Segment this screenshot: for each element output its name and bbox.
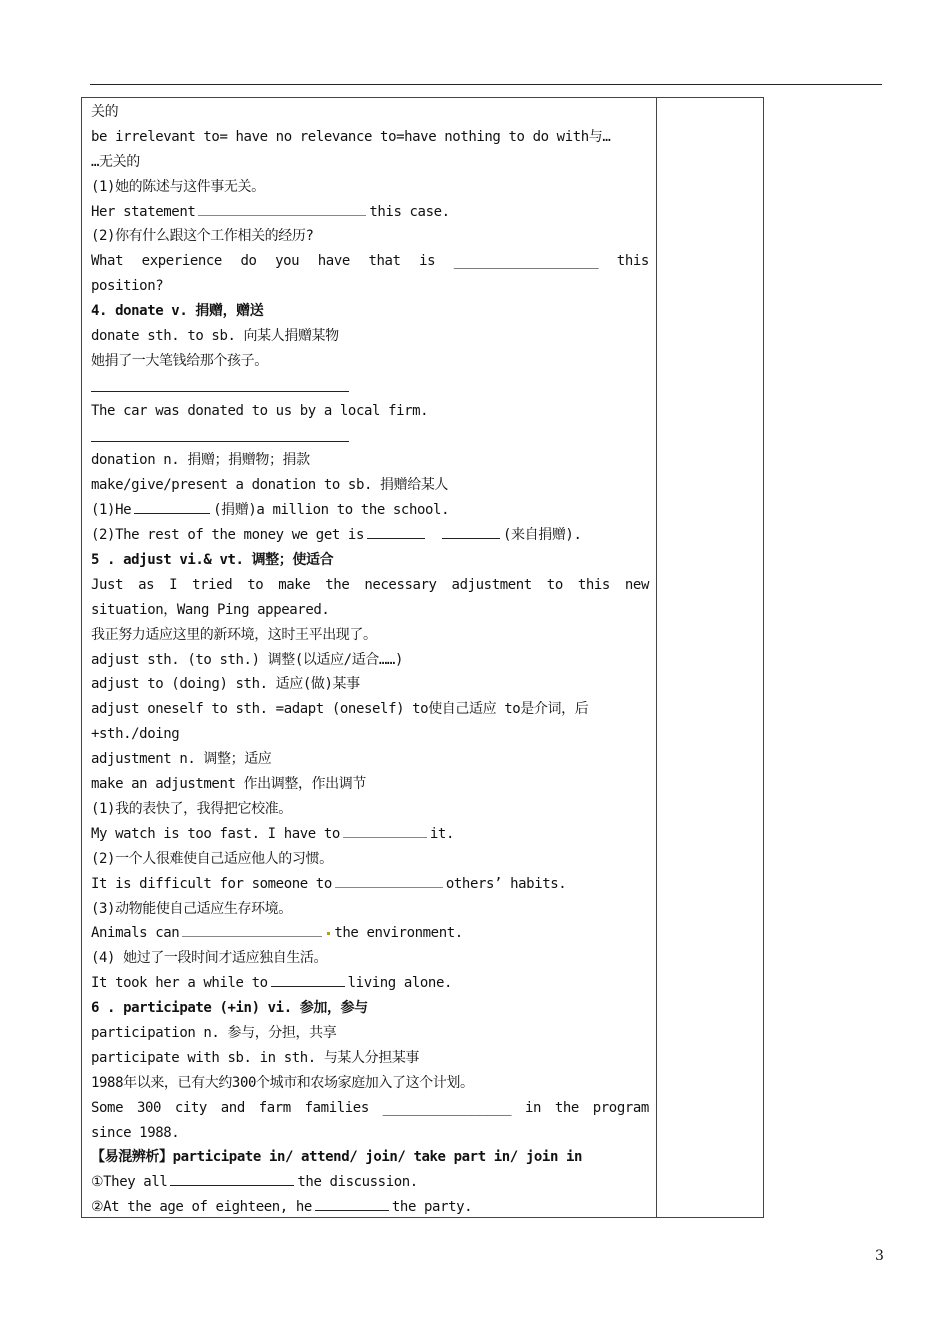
answer-blank[interactable] [182,921,322,937]
text-line [91,523,649,548]
line-text: others’ habits. [445,875,567,892]
line-text: be irrelevant to= have no relevance to=have nothing to do with与… [91,128,611,145]
answer-blank[interactable] [134,498,210,514]
text-line [91,672,649,697]
answer-blank[interactable] [170,1170,294,1186]
text-line [91,448,649,473]
lesson-content [91,100,649,1220]
line-text: donation n. 捐赠；捐赠物；捐款 [91,452,310,469]
line-text: position? [91,278,164,295]
line-text: situation，Wang Ping appeared. [91,601,330,618]
text-line [91,473,649,498]
answer-blank[interactable] [91,424,349,442]
line-text: this case. [369,203,450,220]
justified-word: the [325,576,350,593]
text-line [91,548,649,573]
text-line [91,1170,649,1195]
text-line [91,424,649,449]
line-text: It is difficult for someone to [91,875,332,892]
justified-word: experience [141,253,222,270]
text-line [91,1071,649,1096]
text-line [91,125,649,150]
text-line [91,772,649,797]
justified-word: have [317,253,350,270]
answer-blank[interactable] [198,200,366,216]
text-line [91,623,649,648]
line-text: (1)她的陈述与这件事无关。 [91,178,265,195]
text-line [91,200,649,225]
justified-word: adjustment [451,576,532,593]
text-line [91,1145,649,1170]
answer-blank[interactable] [367,523,425,539]
text-line [91,648,649,673]
line-text: 她捐了一大笔钱给那个孩子。 [91,352,268,369]
justified-word: I [169,576,178,593]
line-text: (2)The rest of the money we get is [91,527,364,544]
justified-word: this [577,576,610,593]
line-text: (1)He [91,502,132,519]
justified-word: program [592,1099,649,1116]
answer-blank[interactable] [343,822,427,838]
text-line [91,249,649,274]
line-text: adjust oneself to sth. =adapt (oneself) to使自己适应 to是介词，后 [91,701,589,718]
justified-word: to [546,576,563,593]
notes-column [656,98,657,1217]
text-line [91,971,649,996]
page-number: 3 [875,1248,884,1264]
notes-table [81,97,764,1218]
justified-word: farm [258,1099,291,1116]
line-text: 关的 [91,104,119,120]
text-line [91,274,649,299]
answer-blank[interactable] [91,374,349,392]
text-line [91,100,649,125]
text-line [91,897,649,922]
line-text: (2)一个人很难使自己适应他人的习惯。 [91,850,333,867]
text-line [91,573,649,598]
line-text: (3)动物能使自己适应生存环境。 [91,900,292,917]
text-line [91,374,649,399]
line-text: living alone. [347,975,453,992]
text-line [91,872,649,897]
text-line [91,349,649,374]
justified-word: families [304,1099,369,1116]
line-text: (4) 她过了一段时间才适应独自生活。 [91,950,328,967]
answer-blank[interactable] [335,872,443,888]
text-line [91,797,649,822]
text-line [91,1021,649,1046]
line-text: (1)我的表快了，我得把它校准。 [91,800,292,817]
line-text: Her statement [91,203,196,220]
justified-word: necessary [364,576,437,593]
line-text: participation n. 参与，分担，共享 [91,1024,337,1041]
text-line [91,399,649,424]
line-text: ②At the age of eighteen, he [91,1199,312,1216]
line-text: ①They all [91,1174,168,1191]
line-text: (来自捐赠). [502,527,582,544]
line-text: it. [429,825,454,842]
text-line [91,324,649,349]
text-line [91,747,649,772]
justified-word: and [220,1099,245,1116]
text-line [91,1096,649,1121]
line-text: +sth./doing [91,726,180,743]
line-text: The car was donated to us by a local firm. [91,402,429,419]
answer-blank[interactable] [271,971,345,987]
text-line [91,598,649,623]
text-line [91,921,649,946]
text-line [91,224,649,249]
justified-word: to [247,576,264,593]
line-text: 我正努力适应这里的新环境，这时王平出现了。 [91,626,377,643]
line-text: 【易混辨析】participate in/ attend/ join/ take part in/ join in [91,1149,583,1166]
justified-word: 300 [136,1099,162,1116]
justified-word: city [174,1099,207,1116]
text-line [91,498,649,523]
line-text: adjust sth. (to sth.) 调整(以适应/适合……) [91,651,403,668]
text-line [91,299,649,324]
text-line [91,1195,649,1220]
line-text: My watch is too fast. I have to [91,825,340,842]
justified-word: __________________ [453,253,599,270]
justified-word: What [91,253,124,270]
text-line [91,697,649,722]
line-text: the party. [391,1199,473,1216]
line-text: Animals can [91,925,180,942]
justified-word: as [138,576,155,593]
justified-word: that [368,253,401,270]
line-text: (2)你有什么跟这个工作相关的经历? [91,228,314,245]
text-line [91,1121,649,1146]
line-text: (捐赠)a million to the school. [213,502,450,519]
justified-word: is [419,253,436,270]
justified-word: ________________ [382,1099,512,1116]
header-rule [90,84,882,85]
justified-word: Just [91,576,124,593]
marker-dot [327,932,330,935]
justified-word: tried [192,576,233,593]
line-text: make an adjustment 作出调整，作出调节 [91,776,366,793]
answer-blank[interactable] [315,1195,389,1211]
justified-word: the [554,1099,579,1116]
line-text: 1988年以来，已有大约300个城市和农场家庭加入了这个计划。 [91,1074,474,1091]
justified-word: make [278,576,311,593]
text-line [91,847,649,872]
line-text: adjust to (doing) sth. 适应(做)某事 [91,676,360,693]
line-text: since 1988. [91,1124,180,1141]
text-line [91,822,649,847]
text-line [91,996,649,1021]
line-text: 5 . adjust vi.& vt. 调整；使适合 [91,552,334,569]
justified-word: in [524,1099,542,1116]
line-text: 4. donate v. 捐赠，赠送 [91,303,264,320]
justified-word: you [275,253,300,270]
justified-word: do [240,253,257,270]
text-line [91,1046,649,1071]
line-text: make/give/present a donation to sb. 捐赠给某人 [91,477,449,494]
line-text: 6 . participate (+in) vi. 参加，参与 [91,1000,368,1017]
text-line [91,150,649,175]
answer-blank[interactable] [442,523,500,539]
line-text: …无关的 [91,153,140,170]
text-line [91,946,649,971]
text-line [91,722,649,747]
line-text: It took her a while to [91,975,268,992]
line-text: the discussion. [297,1174,418,1191]
justified-word: Some [91,1099,124,1116]
line-text: adjustment n. 调整；适应 [91,751,272,768]
line-text: donate sth. to sb. 向某人捐赠某物 [91,328,339,345]
text-line [91,175,649,200]
justified-word: this [616,253,649,270]
line-text: participate with sb. in sth. 与某人分担某事 [91,1049,420,1066]
justified-word: new [624,576,649,593]
line-text: the environment. [334,925,463,942]
